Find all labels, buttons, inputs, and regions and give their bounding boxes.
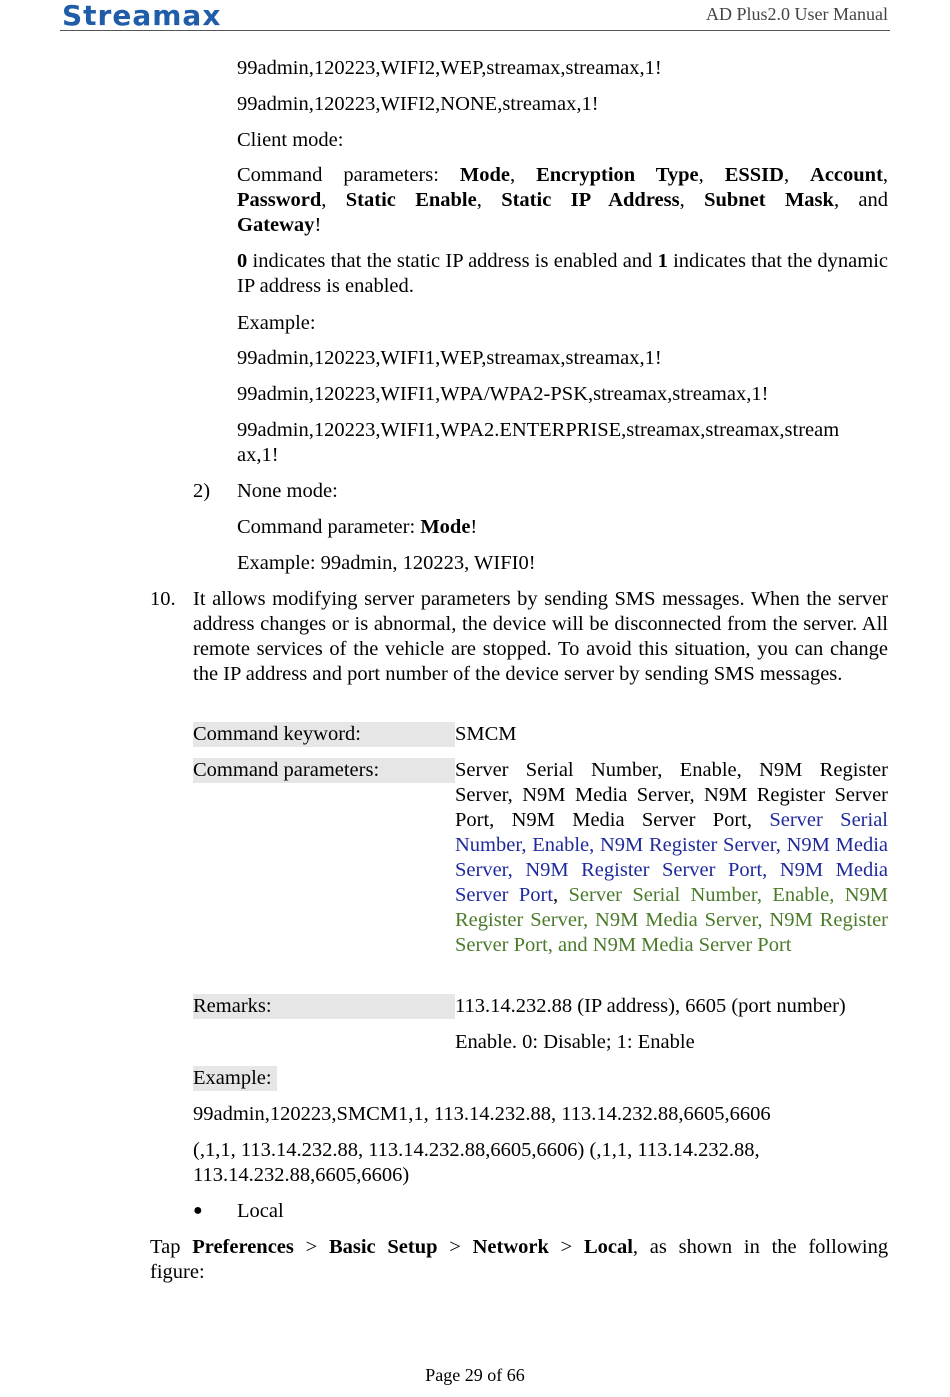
local-instruction: Tap Preferences > Basic Setup > Network > Local, as shown in the following figure: (150, 1236, 889, 1283)
command-keyword-value: SMCM (455, 723, 517, 745)
logo-text: Streamax (62, 0, 222, 30)
example-line: 99admin,120223,SMCM1,1, 113.14.232.88, 113.14.232.88,6605,6606 (193, 1103, 771, 1125)
remarks-label: Remarks: (193, 994, 455, 1019)
example-line: 99admin,120223,WIFI2,NONE,streamax,1! (237, 93, 599, 115)
client-command-parameters: Command parameters: Mode, Encryption Type, ESSID, Account, Password, Static Enable, Static IP Address, Subnet Mask, and Gateway! (237, 164, 889, 236)
logo-graphic (62, 0, 282, 30)
command-parameters-value: Server Serial Number, Enable, N9M Register Server, N9M Media Server, N9M Register Server Port, N9M Media Server Port, Server Serial Number, Enable, N9M Register Server, N9M Media Server, N9M Register Server Port, N9M Media Server Port, Server Serial Number, Enable, N9M Register Server, N9M Media Server, N9M Register Server Port, and N9M Media Server Port (455, 759, 888, 956)
none-example: Example: 99admin, 120223, WIFI0! (237, 552, 536, 574)
manual-title: AD Plus2.0 User Manual (706, 4, 888, 24)
none-mode-heading: None mode: (237, 480, 338, 502)
page-number: Page 29 of 66 (425, 1365, 525, 1385)
remarks-value: 113.14.232.88 (IP address), 6605 (port number) (455, 995, 846, 1017)
example-label: Example: (193, 1066, 277, 1091)
list-number: 10. (150, 588, 176, 610)
example-line: 113.14.232.88,6605,6606) (193, 1164, 410, 1186)
example-line: (,1,1, 113.14.232.88, 113.14.232.88,6605,6606) (,1,1, 113.14.232.88, (193, 1139, 760, 1161)
example-label: Example: (237, 312, 316, 334)
command-parameters-label: Command parameters: (193, 758, 455, 783)
example-line: ax,1! (237, 444, 279, 466)
static-ip-note: 0 indicates that the static IP address is enabled and 1 indicates that the dynamic IP address is enabled. (237, 250, 889, 297)
local-heading: Local (237, 1200, 284, 1222)
client-mode-heading: Client mode: (237, 129, 344, 151)
list-number: 2) (193, 480, 211, 502)
example-line: 99admin,120223,WIFI2,WEP,streamax,streamax,1! (237, 57, 662, 79)
header-divider (60, 30, 890, 31)
command-keyword-label: Command keyword: (193, 722, 455, 747)
none-command-parameter: Command parameter: Mode! (237, 516, 478, 538)
example-line: 99admin,120223,WIFI1,WPA/WPA2-PSK,streamax,streamax,1! (237, 383, 769, 405)
bullet-icon: ● (193, 1202, 203, 1219)
remarks-value: Enable. 0: Disable; 1: Enable (455, 1031, 695, 1053)
streamax-logo (62, 0, 282, 30)
item10-paragraph: It allows modifying server parameters by sending SMS messages. When the server address changes or is abnormal, the device will be disconnected from the server. All remote services of the vehicle are stopped. To avoid this situation, you can change the IP address and port number of the device server by sending SMS messages. (193, 588, 888, 685)
example-line: 99admin,120223,WIFI1,WPA2.ENTERPRISE,streamax,streamax,stream (237, 419, 840, 441)
example-line: 99admin,120223,WIFI1,WEP,streamax,streamax,1! (237, 347, 662, 369)
